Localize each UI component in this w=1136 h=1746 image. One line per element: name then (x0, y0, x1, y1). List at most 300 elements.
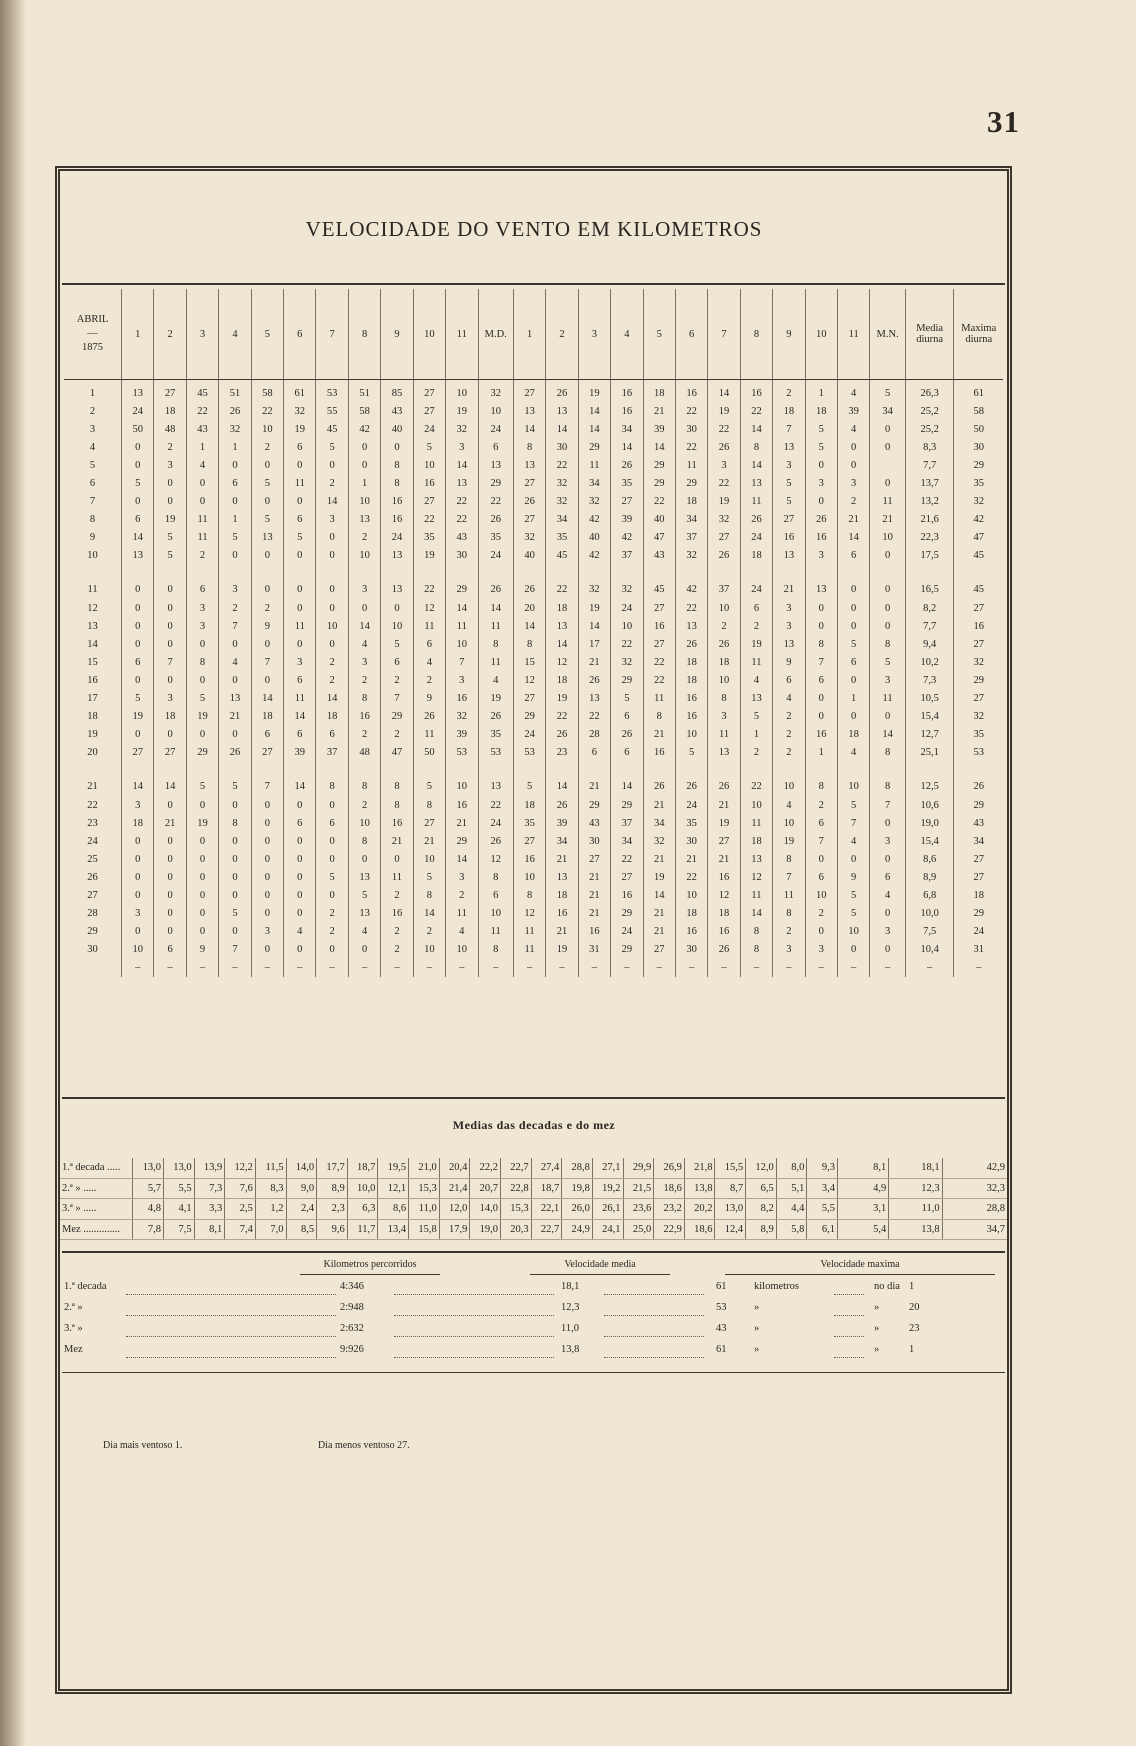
summary-row (64, 1281, 994, 1301)
value-cell: 32 (478, 380, 513, 403)
value-cell: 53 (446, 744, 478, 762)
gap-cell (611, 762, 643, 778)
summary-divider (62, 1251, 1005, 1253)
value-cell: 21 (413, 832, 445, 850)
value-cell: 3 (708, 456, 740, 474)
value-cell: 14 (122, 529, 154, 547)
day-cell: 13 (87, 620, 98, 632)
value-cell: 14 (546, 420, 578, 438)
dash-cell: – (219, 959, 251, 977)
value-cell: 6 (251, 726, 283, 744)
value-cell: 8 (478, 868, 513, 886)
value-cell: 3 (186, 617, 218, 635)
value-cell: 11 (675, 456, 707, 474)
value-cell: 4 (348, 635, 380, 653)
decada-value: 4,8 (133, 1199, 164, 1220)
value-cell: 16 (675, 690, 707, 708)
value-cell: 35 (513, 814, 545, 832)
value-cell: 0 (251, 796, 283, 814)
value-cell: 32 (284, 402, 316, 420)
gap-cell (675, 762, 707, 778)
value-cell: 6 (870, 868, 905, 886)
value-cell: 2 (805, 905, 837, 923)
value-cell: 21 (643, 402, 675, 420)
value-cell: 8 (413, 796, 445, 814)
gap-cell (578, 565, 610, 581)
summary-head-maxima: Velocidade maxima (820, 1259, 900, 1270)
value-cell: 0 (870, 850, 905, 868)
summary-media: 18,1 (561, 1281, 580, 1292)
decada-value: 14,0 (286, 1158, 317, 1178)
decada-value: 18,7 (347, 1158, 378, 1178)
value-cell: 2 (316, 905, 348, 923)
value-cell: 35 (478, 726, 513, 744)
day-cell: 29 (87, 926, 98, 938)
value-cell: 2 (219, 599, 251, 617)
value-cell: 8 (381, 796, 413, 814)
day-cell: 6 (89, 478, 96, 490)
value-cell: 0 (805, 599, 837, 617)
value-cell: 24 (381, 529, 413, 547)
value-cell: 0 (122, 886, 154, 904)
value-cell: 0 (837, 581, 869, 599)
value-cell: 34 (546, 832, 578, 850)
value-cell: 27 (578, 850, 610, 868)
value-cell: 18 (316, 708, 348, 726)
value-cell: 11 (740, 493, 772, 511)
value-cell: 18 (675, 905, 707, 923)
value-cell: 34 (675, 511, 707, 529)
value-cell: 22 (413, 581, 445, 599)
value-cell: 2 (773, 726, 805, 744)
decada-value: 6,5 (746, 1178, 777, 1199)
value-cell: 0 (316, 850, 348, 868)
value-cell: 16 (578, 923, 610, 941)
value-cell: 6 (186, 581, 218, 599)
table-row (64, 529, 1003, 547)
gap-cell (251, 565, 283, 581)
decada-value: 21,0 (409, 1158, 440, 1178)
table-row (64, 868, 1003, 886)
leader-line (604, 1336, 704, 1337)
value-cell: 4 (478, 671, 513, 689)
header-maxima-line1: Maxima (961, 323, 997, 334)
value-cell: 7 (251, 653, 283, 671)
summary-head-km: Kilometros percorridos (323, 1259, 417, 1270)
value-cell: 26 (740, 511, 772, 529)
value-cell: 12 (513, 905, 545, 923)
value-cell: 13 (348, 905, 380, 923)
value-cell: 21 (578, 778, 610, 796)
value-cell: 10,6 (905, 796, 954, 814)
value-cell: 0 (870, 708, 905, 726)
value-cell: 11 (284, 617, 316, 635)
value-cell: 5 (837, 886, 869, 904)
value-cell: 4 (413, 653, 445, 671)
decada-value: 8,9 (746, 1219, 777, 1240)
value-cell: 13 (348, 868, 380, 886)
value-cell: 14 (578, 420, 610, 438)
decada-value: 3,4 (807, 1178, 838, 1199)
value-cell: 22 (186, 402, 218, 420)
value-cell: 3 (773, 617, 805, 635)
header-hour-15: 3 (578, 289, 610, 380)
value-cell: 0 (122, 832, 154, 850)
value-cell: 17 (578, 635, 610, 653)
value-cell: 40 (381, 420, 413, 438)
value-cell: 22 (546, 456, 578, 474)
value-cell: 13 (513, 402, 545, 420)
value-cell: 18 (773, 402, 805, 420)
value-cell: 9 (837, 868, 869, 886)
value-cell: 13 (675, 617, 707, 635)
dash-cell: – (805, 959, 837, 977)
value-cell: 14 (643, 438, 675, 456)
value-cell: 13,7 (905, 474, 954, 492)
value-cell: 12 (413, 599, 445, 617)
value-cell: 27 (513, 380, 545, 403)
value-cell: 5 (186, 778, 218, 796)
value-cell: 0 (186, 923, 218, 941)
value-cell: 45 (954, 581, 1003, 599)
value-cell: 29 (675, 474, 707, 492)
decada-value: 13,9 (194, 1158, 225, 1178)
decada-value: 8,2 (746, 1199, 777, 1220)
value-cell: 29 (478, 474, 513, 492)
value-cell: 10 (805, 886, 837, 904)
value-cell: 0 (251, 850, 283, 868)
value-cell: 0 (381, 599, 413, 617)
value-cell: 0 (805, 850, 837, 868)
value-cell: 0 (219, 726, 251, 744)
day-cell: 7 (89, 496, 96, 508)
value-cell: 1 (805, 380, 837, 403)
decada-value: 13,0 (133, 1158, 164, 1178)
decada-value: 7,0 (255, 1219, 286, 1240)
value-cell: 8 (348, 832, 380, 850)
value-cell: 4 (348, 923, 380, 941)
summary-max: 53 (716, 1302, 727, 1313)
value-cell: 10 (513, 868, 545, 886)
table-row (64, 726, 1003, 744)
value-cell: 0 (837, 850, 869, 868)
value-cell: 21 (446, 814, 478, 832)
value-cell: 0 (316, 832, 348, 850)
gap-cell (954, 762, 1003, 778)
value-cell: 42 (954, 511, 1003, 529)
table-row (64, 850, 1003, 868)
table-row (64, 796, 1003, 814)
decada-value: 13,0 (715, 1199, 746, 1220)
value-cell: 21 (675, 850, 707, 868)
decada-value: 28,8 (562, 1158, 593, 1178)
table-row (64, 778, 1003, 796)
decada-value: 7,6 (225, 1178, 256, 1199)
dash-cell: – (837, 959, 869, 977)
decada-row (60, 1219, 1007, 1240)
value-cell: 6 (805, 814, 837, 832)
value-cell: 2 (348, 529, 380, 547)
value-cell: 8 (805, 778, 837, 796)
value-cell: 0 (805, 923, 837, 941)
value-cell: 0 (122, 923, 154, 941)
value-cell: 10 (348, 547, 380, 565)
value-cell: 0 (219, 547, 251, 565)
value-cell: 35 (954, 474, 1003, 492)
summary-row (64, 1323, 994, 1343)
value-cell: 0 (284, 886, 316, 904)
value-cell: 85 (381, 380, 413, 403)
value-cell: 43 (578, 814, 610, 832)
table-header-row (64, 289, 1003, 380)
value-cell: 0 (251, 941, 283, 959)
value-cell: 16 (381, 814, 413, 832)
value-cell: 19,0 (905, 814, 954, 832)
value-cell: 14 (513, 617, 545, 635)
value-cell: 10 (381, 617, 413, 635)
gap-cell (251, 762, 283, 778)
value-cell: 7 (837, 814, 869, 832)
value-cell: 5 (316, 438, 348, 456)
value-cell: 6 (611, 708, 643, 726)
decade-gap-row (64, 565, 1003, 581)
value-cell: 22 (546, 708, 578, 726)
value-cell: 21 (578, 868, 610, 886)
value-cell: 13 (740, 690, 772, 708)
value-cell: 32 (611, 581, 643, 599)
value-cell: 9,4 (905, 635, 954, 653)
value-cell: 6 (773, 671, 805, 689)
value-cell: 0 (154, 581, 186, 599)
value-cell: 10 (773, 814, 805, 832)
value-cell: 3 (805, 547, 837, 565)
leader-line (394, 1294, 554, 1295)
value-cell: 8 (740, 438, 772, 456)
header-maxima-line2: diurna (965, 334, 993, 345)
header-hour-24: M.N. (870, 289, 905, 380)
value-cell: 8 (643, 708, 675, 726)
value-cell: 8,6 (905, 850, 954, 868)
value-cell: 0 (186, 868, 218, 886)
value-cell: 0 (154, 832, 186, 850)
section-divider (62, 1097, 1005, 1099)
decada-value: 24,1 (592, 1219, 623, 1240)
decada-value: 2,3 (317, 1199, 348, 1220)
decada-row (60, 1199, 1007, 1220)
value-cell: 32 (546, 493, 578, 511)
decada-value: 8,1 (838, 1158, 889, 1178)
value-cell: 0 (284, 456, 316, 474)
value-cell: 8 (773, 905, 805, 923)
table-row (64, 599, 1003, 617)
leader-line (126, 1294, 336, 1295)
value-cell: 29 (611, 671, 643, 689)
header-hour-14: 2 (546, 289, 578, 380)
value-cell: 6 (122, 653, 154, 671)
gap-cell (186, 565, 218, 581)
value-cell: 11 (478, 617, 513, 635)
value-cell: 8 (773, 850, 805, 868)
value-cell: 2 (316, 653, 348, 671)
decada-value: 7,8 (133, 1219, 164, 1240)
value-cell: 61 (284, 380, 316, 403)
value-cell: 11 (578, 456, 610, 474)
value-cell: 0 (122, 850, 154, 868)
value-cell: 24 (478, 814, 513, 832)
summary-max: 61 (716, 1281, 727, 1292)
dash-cell: – (251, 959, 283, 977)
value-cell: 51 (348, 380, 380, 403)
decada-value: 29,9 (623, 1158, 654, 1178)
value-cell: 2 (446, 886, 478, 904)
value-cell: 22 (413, 511, 445, 529)
value-cell: 29 (643, 456, 675, 474)
value-cell: 0 (837, 671, 869, 689)
value-cell: 2 (316, 923, 348, 941)
value-cell: 34 (546, 511, 578, 529)
value-cell: 6 (740, 599, 772, 617)
value-cell: 8 (381, 778, 413, 796)
gap-cell (837, 565, 869, 581)
wind-speed-table (64, 289, 1003, 977)
value-cell: 25,2 (905, 402, 954, 420)
value-cell: 27 (773, 511, 805, 529)
value-cell: 22 (740, 402, 772, 420)
value-cell: 26 (708, 635, 740, 653)
value-cell: 42 (675, 581, 707, 599)
value-cell: 14 (708, 380, 740, 403)
gap-cell (413, 762, 445, 778)
decada-value: 13,4 (378, 1219, 409, 1240)
value-cell: 8 (478, 635, 513, 653)
value-cell: 16 (643, 744, 675, 762)
dash-cell: – (675, 959, 707, 977)
decada-value: 9,0 (286, 1178, 317, 1199)
gap-cell (348, 565, 380, 581)
value-cell: 22 (446, 511, 478, 529)
value-cell: 32 (675, 547, 707, 565)
value-cell: 0 (284, 493, 316, 511)
value-cell: 27 (251, 744, 283, 762)
gap-cell (513, 762, 545, 778)
value-cell: 21 (546, 850, 578, 868)
table-row (64, 832, 1003, 850)
value-cell: 27 (708, 832, 740, 850)
decada-value: 22,7 (500, 1158, 531, 1178)
value-cell: 27 (954, 868, 1003, 886)
decada-value: 15,3 (500, 1199, 531, 1220)
value-cell: 35 (546, 529, 578, 547)
value-cell: 5 (773, 474, 805, 492)
value-cell: 11 (413, 617, 445, 635)
gap-cell (64, 762, 122, 778)
value-cell: 5 (186, 690, 218, 708)
value-cell: 27 (513, 511, 545, 529)
value-cell: 7,7 (905, 456, 954, 474)
value-cell: 0 (154, 635, 186, 653)
value-cell: 18 (154, 402, 186, 420)
value-cell: 11 (413, 726, 445, 744)
value-cell: 0 (837, 456, 869, 474)
day-cell: 19 (87, 729, 98, 741)
value-cell: 15,4 (905, 832, 954, 850)
value-cell: 0 (219, 886, 251, 904)
value-cell: 2 (381, 726, 413, 744)
value-cell: 13 (773, 547, 805, 565)
value-cell: 0 (219, 923, 251, 941)
summary-day: 1 (909, 1344, 915, 1355)
value-cell: 34 (578, 474, 610, 492)
value-cell: 39 (546, 814, 578, 832)
value-cell: 27 (154, 380, 186, 403)
value-cell: 21 (643, 905, 675, 923)
value-cell: 1 (837, 690, 869, 708)
value-cell: 21 (154, 814, 186, 832)
decada-value: 6,1 (807, 1219, 838, 1240)
value-cell: 3 (870, 923, 905, 941)
table-row (64, 635, 1003, 653)
day-cell: 1 (89, 387, 96, 399)
header-hour-22: 10 (805, 289, 837, 380)
day-cell: 14 (87, 638, 98, 650)
value-cell: 21 (643, 850, 675, 868)
value-cell: 16 (708, 868, 740, 886)
gap-cell (643, 762, 675, 778)
value-cell: 2 (740, 744, 772, 762)
table-row (64, 438, 1003, 456)
page-title: VELOCIDADE DO VENTO EM KILOMETROS (305, 217, 763, 241)
value-cell: 2 (773, 923, 805, 941)
value-cell: 13 (740, 850, 772, 868)
header-hour-8: 8 (348, 289, 380, 380)
value-cell: 0 (154, 796, 186, 814)
value-cell: 0 (837, 708, 869, 726)
value-cell: 10 (675, 726, 707, 744)
summary-media: 12,3 (561, 1302, 580, 1313)
value-cell: 5 (413, 778, 445, 796)
value-cell: 26 (578, 671, 610, 689)
value-cell: 14 (478, 599, 513, 617)
dash-cell: – (316, 959, 348, 977)
gap-cell (870, 762, 905, 778)
value-cell: 37 (675, 529, 707, 547)
summary-km: 9:926 (340, 1344, 364, 1355)
summary-rule-maxima (725, 1274, 995, 1275)
decada-value: 18,1 (889, 1158, 942, 1178)
value-cell: 0 (870, 617, 905, 635)
value-cell: 18 (708, 905, 740, 923)
gap-cell (348, 762, 380, 778)
value-cell: 19 (446, 402, 478, 420)
decada-value: 5,8 (776, 1219, 807, 1240)
value-cell: 32 (513, 529, 545, 547)
header-hour-3: 3 (186, 289, 218, 380)
value-cell: 14 (578, 402, 610, 420)
table-row (64, 923, 1003, 941)
value-cell: 43 (954, 814, 1003, 832)
table-row (64, 905, 1003, 923)
value-cell: 0 (186, 474, 218, 492)
title-divider (62, 283, 1005, 285)
value-cell: 22 (708, 420, 740, 438)
value-cell: 18 (643, 380, 675, 403)
value-cell: 10 (675, 886, 707, 904)
decada-value: 18,6 (684, 1219, 715, 1240)
leader-line (394, 1357, 554, 1358)
header-hour-11: 11 (446, 289, 478, 380)
value-cell: 11 (708, 726, 740, 744)
gap-cell (805, 762, 837, 778)
